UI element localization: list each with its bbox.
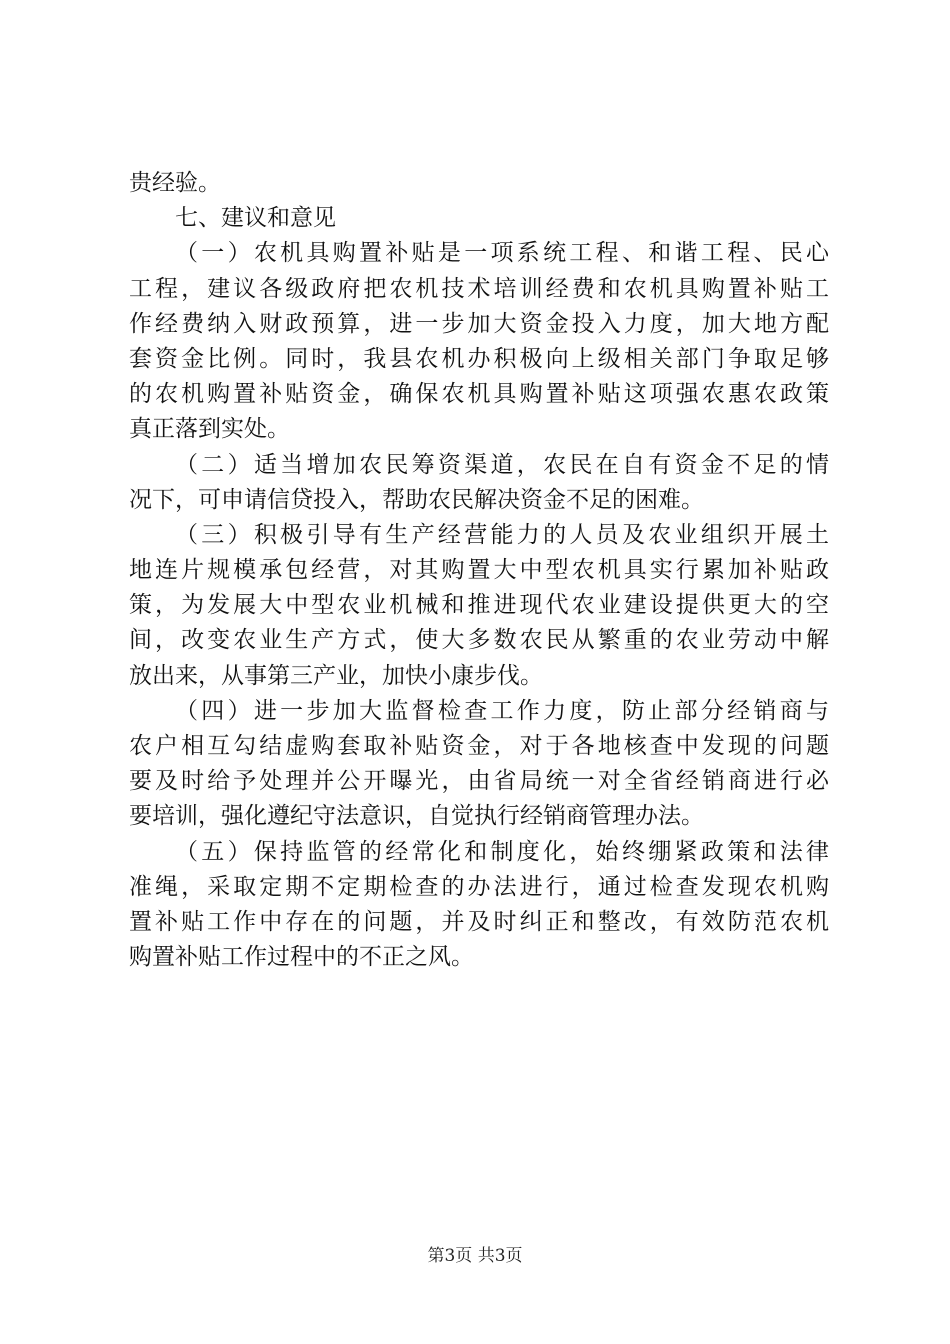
paragraph-line: 购置补贴工作过程中的不正之风。 <box>129 944 474 971</box>
paragraph-line: （二）适当增加农民筹资渠道，农民在自有资金不足的情 <box>175 451 829 478</box>
paragraph-line: 贵经验。 <box>129 170 221 196</box>
document-body <box>129 166 829 975</box>
paragraph-line: 套资金比例。同时，我县农机办积极向上级相关部门争取足够 <box>129 345 829 372</box>
paragraph-line: 地连片规模承包经营，对其购置大中型农机具实行累加补贴政 <box>129 557 829 584</box>
paragraph-line: 农户相互勾结虚购套取补贴资金，对于各地核查中发现的问题 <box>129 733 829 759</box>
paragraph-line: 况下，可申请信贷投入，帮助农民解决资金不足的困难。 <box>129 486 704 513</box>
paragraph-line: 置补贴工作中存在的问题，并及时纠正和整改，有效防范农机 <box>129 908 829 935</box>
paragraph-line: （一）农机具购置补贴是一项系统工程、和谐工程、民心 <box>175 240 829 267</box>
paragraph-line: 要及时给予处理并公开曝光，由省局统一对全省经销商进行必 <box>129 768 829 795</box>
page-footer: 第3页 共3页 <box>427 1246 523 1266</box>
paragraph-line: 准绳，采取定期不定期检查的办法进行，通过检查发现农机购 <box>129 873 829 900</box>
section-heading: 七、建议和意见 <box>175 205 336 232</box>
paragraph-line: （四）进一步加大监督检查工作力度，防止部分经销商与 <box>175 697 829 724</box>
paragraph-line: （五）保持监管的经常化和制度化，始终绷紧政策和法律 <box>175 838 829 865</box>
paragraph-line: 间，改变农业生产方式，使大多数农民从繁重的农业劳动中解 <box>129 627 829 654</box>
paragraph-line: 的农机购置补贴资金，确保农机具购置补贴这项强农惠农政策 <box>129 381 829 408</box>
paragraph-line: 真正落到实处。 <box>129 416 290 443</box>
paragraph-line: 工程，建议各级政府把农机技术培训经费和农机具购置补贴工 <box>129 275 829 302</box>
paragraph-line: （三）积极引导有生产经营能力的人员及农业组织开展土 <box>175 521 829 548</box>
paragraph-line: 放出来，从事第三产业，加快小康步伐。 <box>129 662 543 689</box>
paragraph-line: 作经费纳入财政预算，进一步加大资金投入力度，加大地方配 <box>129 310 829 337</box>
paragraph-line: 要培训，强化遵纪守法意识，自觉执行经销商管理办法。 <box>129 803 704 830</box>
paragraph-line: 策，为发展大中型农业机械和推进现代农业建设提供更大的空 <box>129 592 829 619</box>
